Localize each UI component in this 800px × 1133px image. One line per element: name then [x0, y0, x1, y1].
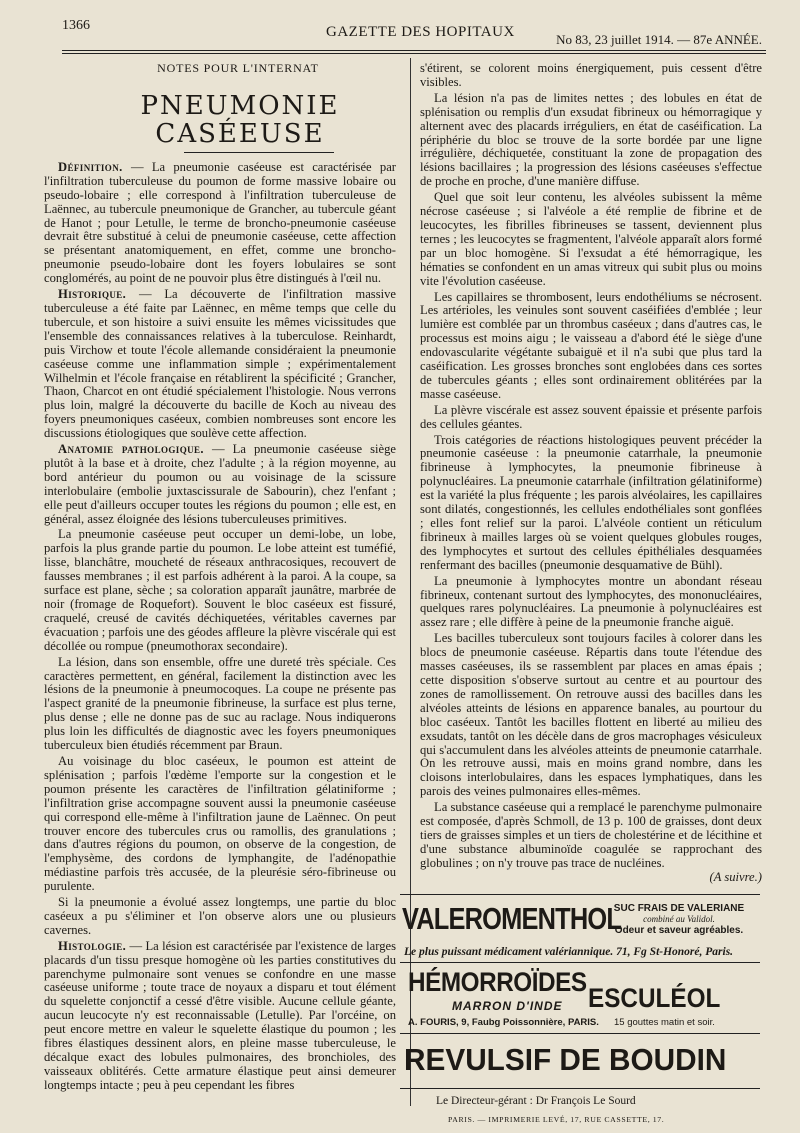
paragraph-text: — La pneumonie caséeuse est caractérisée par l'infiltration tuberculeuse du poumon de forme massive lobaire ou pseudo-lobaire ; elle correspond à l'infiltration tuberculeuse de Laënnec, au tubercule pneumonique de Grancher, au tubercule géant de Hanot ; pour Letulle, le terme de broncho-pneumonie caséeuse devrait être substitué à celui de pneumonie caséeuse, cette affection se présentant anatomiquement, en effet, comme une broncho-pneumonie pseudo-lobaire dont les foyers lobulaires se sont conglomérés, au point de ne pouvoir plus être distingués à l'œil nu. — [44, 159, 396, 286]
article-paragraph — [44, 656, 396, 753]
page-number: 1366 — [62, 18, 90, 33]
paragraph-text: Au voisinage du bloc caséeux, le poumon est atteint de splénisation ; parfois l'œdème l'emporte sur la congestion et le poumon présente les caractères de l'infiltration gélatiniforme ; l'infiltration grise accompagne souvent aussi la pneumonie caséeuse qui correspond elle-même à l'infiltration jaune de Laënnec. On peut trouver encore des tubercules crus ou ramollis, des granulations ; dans d'autres régions du poumon, on observe de la congestion, de l'emphysème, des cordons de lymphangite, de l'adénopathie médiastine parfois très accusée, de la pleurésie séro-fibrineuse ou purulente. — [44, 753, 396, 894]
imprint — [400, 1089, 760, 1133]
article-paragraph — [44, 161, 396, 286]
right-column-body — [420, 62, 762, 871]
director-line: Le Directeur-gérant : Dr François Le Sourd — [436, 1095, 636, 1107]
paragraph-text: — La lésion est caractérisée par l'existence de larges placards d'un tissu presque homogène où les parties constitutives du parenchyme pulmonaire sont venues se confondre en une masse caséeuse uniforme ; toute trace de noyaux a disparu et tout élément du squelette conjonctif a cessé d'être visible. Aucune cellule géante, aucun leucocyte n'y est reconnaissable (Letulle). Par l'orcéine, on peut encore mettre en valeur le squelette élastique du poumon ; les fibres élastiques dessinent alors, en pleine masse tuberculeuse, le décalque exact des lobules pulmonaires, des bronchioles, des vaisseaux oblitérés. Cette armature élastique peut ainsi demeurer longtemps intacte ; peu à peu cependant les fibres — [44, 938, 396, 1092]
ad-product-name: ESCULÉOL — [588, 983, 721, 1013]
article-paragraph: La plèvre viscérale est assez souvent épaissie et présente parfois des cellules géantes. — [420, 402, 762, 431]
article-title: PNEUMONIE CASÉEUSE — [140, 90, 340, 149]
article-paragraph: Les bacilles tuberculeux sont toujours faciles à colorer dans les blocs de pneumonie caséeuse. Répartis dans toute l'étendue des masses caséeuses, ils se rassemblent par places en amas épais ; cette disposition s'observe surtout au centre et au pourtour des zones de ramollissement. On retrouve aussi des bacilles dans les alvéoles atteints de lésions en apparence banales, au pourtour du bloc caséeux. Tantôt les bacilles flottent en liberté au milieu des exsudats, tantôt on les décèle dans de gros macrophages vésiculeux qui s'accumulent dans les alvéoles atteints de pneumonie catarrhale. On les retrouve aussi, mais en moins grand nombre, dans les cloisons interlobulaires, dans les espaces lymphatiques, dans les parois des veines pulmonaires elles-mêmes. — [420, 631, 762, 799]
ad-side-line: SUC FRAIS DE VALERIANE — [613, 903, 745, 914]
ad-revulsif — [400, 1034, 760, 1088]
section-lead: Définition. — [58, 159, 123, 174]
paragraph-text: La lésion, dans son ensemble, offre une dureté très spéciale. Ces caractères permettent, en général, facilement la distinction avec les lésions de la pneumonie à pneumocoques. La coupe ne présente pas l'aspect granité de la pneumonie fibrineuse, la surface est plus terne, plus dense ; elle ne donne pas de suc au raclage. Nous indiquerons plus loin les difficultés de diagnostic avec les foyers pneumoniques tuberculeux bien étudiés récemment par Braun. — [44, 654, 396, 753]
article-paragraph: Trois catégories de réactions histologiques peuvent précéder la pneumonie caséeuse : la pneumonie catarrhale, la pneumonie fibrineuse à lymphocytes, la pneumonie fibrineuse à polynucléaires. La pneumonie catarrhale (infiltration gélatiniforme) est la variété la plus fréquente ; les parois alvéolaires, les capillaires sont dilatés, congestionnés, les cellules endothéliales sont gonflées ; elles font relief sur la paroi. L'alvéole contient un réticulum fibrineux à mailles larges où se voient quelques globules rouges, des lymphocytes et surtout des cellules épithéliales desquamées renfermant des bacilles (pneumonie desquamative de Bühl). — [420, 432, 762, 572]
header-rule-thin — [62, 53, 766, 54]
ad-side-line: combiné au Validol. — [643, 914, 715, 924]
left-column — [44, 56, 396, 1095]
article-paragraph: Les capillaires se thrombosent, leurs endothéliums se nécrosent. Les artérioles, les veinules sont souvent caséifiées d'emblée ; leur lumière est comblée par un thrombus caséeux ; dans d'autres cas, le processus est moins aigu ; le vaisseau a d'abord été le siège d'une endovascularite végétante subaiguë et il n'a subi que plus tard la caséification. Les grosses bronches sont englobées dans ces sortes de tubercules géants ; elles sont ordinairement oblitérées par la masse caséeuse. — [420, 289, 762, 401]
running-header — [56, 10, 770, 47]
paragraph-text: — La pneumonie caséeuse siège plutôt à la base et à droite, chez l'adulte ; à la région moyenne, au bord antérieur du poumon ou au voisinage de la scissure interlobulaire (embolie juxtascissurale de Sabourin), chez l'enfant ; elle peut d'ailleurs occuper toutes les régions du poumon ; elle est, en général, assez éloignée des lésions tuberculeuses primitives. — [44, 442, 396, 526]
ad-brand: HÉMORROÏDES — [408, 967, 587, 997]
article-paragraph — [44, 940, 396, 1093]
article-paragraph — [44, 755, 396, 894]
printer-line: PARIS. — IMPRIMERIE LEVÉ, 17, RUE CASSETTE, 17. — [448, 1115, 665, 1124]
ad-dosage: 15 gouttes matin et soir. — [614, 1017, 715, 1028]
article-paragraph — [44, 896, 396, 938]
paragraph-text: Si la pneumonie a évolué assez longtemps, une partie du bloc caséeux a pu s'éliminer et l'on observe alors une ou plusieurs cavernes. — [44, 895, 396, 937]
article-paragraph: La substance caséeuse qui a remplacé le parenchyme pulmonaire est composée, d'après Schmoll, de 13 p. 100 de graisses, dont deux tiers de graisses simples et un tiers de cholestérine et de lécithine et d'une substance albuminoïde coagulée se rapprochant des globulines ; on n'y trouve pas trace de nucléines. — [420, 800, 762, 870]
ad-side-text — [604, 903, 754, 936]
ad-address: A. FOURIS, 9, Faubg Poissonnière, PARIS. — [408, 1017, 599, 1028]
ad-subtitle: MARRON D'INDE — [452, 999, 563, 1013]
article-paragraph: La pneumonie à lymphocytes montre un abondant réseau fibrineux, contenant surtout des lymphocytes, des mononucléaires, quelques rares polynucléaires. La pneumonie à polynucléaires est assez rare ; elle diffère à peine de la pneumonie franche aiguë. — [420, 573, 762, 630]
section-lead: Anatomie pathologique. — [58, 442, 204, 457]
paragraph-text: — La découverte de l'infiltration massive tuberculeuse a été faite par Laënnec, en même temps que celle du tubercule, et son histoire a suivi ensuite les mêmes vicissitudes que l'ensemble des connaissances relatives à la tuberculose. Reinhardt, puis Virchow et toute l'école allemande considéraient la pneumonie caséeuse comme une inflammation simple ; expérimentalement Wilhelmin et l'école française en rétablirent la spécificité ; Grancher, Thaon, Charcot en ont étudié spécialement l'histologie. Nous verrons plus loin, malgré la découverte du bacille de Koch au niveau des foyers pneumoniques caséeux, combien nombreuses sont encore les discussions étiologiques que soulève cette affection. — [44, 287, 396, 441]
ad-esculeol — [400, 963, 760, 1033]
header-rule — [62, 50, 766, 51]
ad-side-line: Odeur et saveur agréables. — [614, 925, 744, 936]
article-paragraph: s'étirent, se colorent moins énergiquement, puis cessent d'être visibles. — [420, 61, 762, 89]
journal-title: GAZETTE DES HOPITAUX — [326, 24, 515, 40]
paragraph-text: La pneumonie caséeuse peut occuper un demi-lobe, un lobe, parfois la plus grande partie du poumon. Le lobe atteint est tuméfié, lisse, blanchâtre, moucheté de réseaux anthracosiques, recouvert de fausses membranes ; il est parfois adhérent à la paroi. A la coupe, sa surface est plane, sèche ; sa coloration apparaît jaunâtre, marbrée de noir (fromage de Roquefort). Souvent le bloc caséeux est fissuré, craquelé, creusé de cavités déchiquetées, véritables cavernes par évacuation ; parfois une des géodes affleure la plèvre viscérale qui est décollée ou rompue (pneumothorax secondaire). — [44, 527, 396, 653]
article-paragraph — [44, 443, 396, 526]
article-paragraph: Quel que soit leur contenu, les alvéoles subissent la même nécrose caséeuse ; si l'alvéole a été remplie de fibrine et de leucocytes, les fibrilles fibrineuses se tassent, deviennent plus ternes ; les leucocytes se fragmentent, l'alvéole apparaît alors formé par un bloc homogène. Si l'exsudat a été hémorragique, les hématies se confondent en un amas vitreux qui subit plus ou moins vite l'évolution caséeuse. — [420, 190, 762, 288]
article-paragraph: La lésion n'a pas de limites nettes ; des lobules en état de splénisation ou remplis d'un exsudat fibrineux ou hémorragique y alternent avec des placards irréguliers, en état de caséification. La périphérie du bloc se trouve de la sorte bordée par une ligne irrégulière, déchiquetée, constituant la zone de propagation des lésions bacillaires ; la progression des lésions caséeuses s'effectue de proche en proche, d'une manière diffuse. — [420, 90, 762, 189]
ad-brand: REVULSIF DE BOUDIN — [404, 1042, 727, 1077]
section-lead: Histologie. — [58, 938, 127, 953]
left-column-body — [44, 161, 396, 1093]
ad-valeromenthol — [400, 895, 760, 945]
continued-note: (A suivre.) — [709, 869, 762, 884]
right-column — [420, 62, 762, 885]
section-lead: Historique. — [58, 287, 127, 302]
ad-brand: VALEROMENTHOL — [402, 901, 622, 936]
rubric: NOTES POUR L'INTERNAT — [157, 61, 319, 75]
advertisements — [400, 894, 760, 1133]
title-rule — [184, 152, 334, 153]
article-paragraph — [44, 528, 396, 653]
ad-tagline: Le plus puissant médicament valériannique. 71, Fg St-Honoré, Paris. — [404, 946, 734, 958]
issue-line: No 83, 23 juillet 1914. — 87e ANNÉE. — [556, 32, 762, 47]
article-paragraph — [44, 288, 396, 441]
